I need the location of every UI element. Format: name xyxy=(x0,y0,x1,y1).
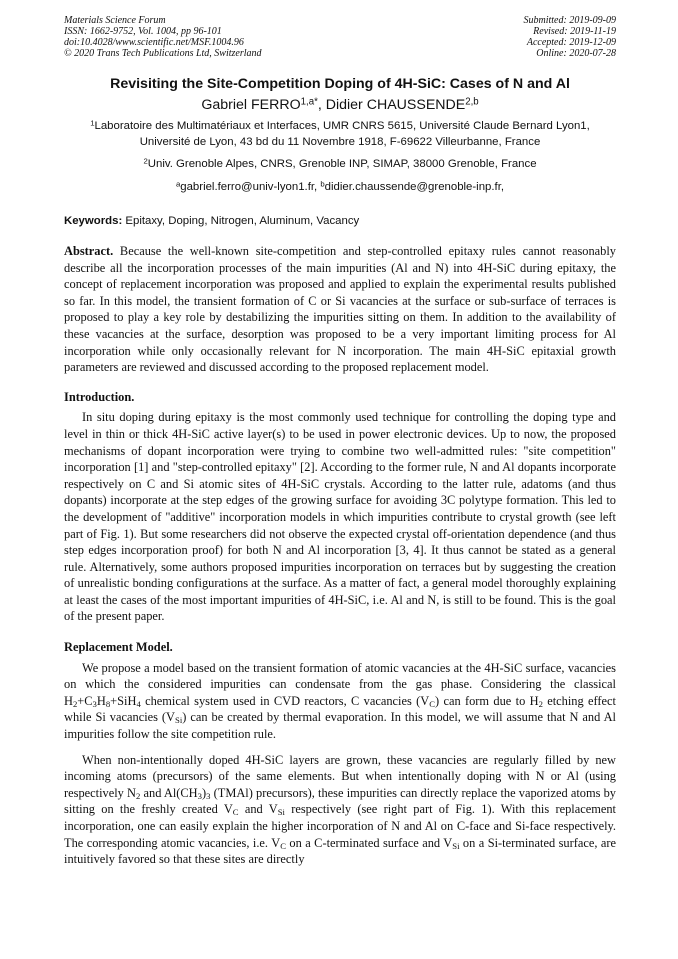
abstract xyxy=(64,243,616,376)
keywords-label: Keywords: xyxy=(64,215,123,227)
author-name: Didier CHAUSSENDE xyxy=(325,97,466,113)
section-heading-replacement-model: Replacement Model. xyxy=(64,640,173,655)
author-affiliation-mark: 1,a* xyxy=(300,96,318,108)
email-mark: b xyxy=(320,179,325,189)
journal-info xyxy=(64,15,262,59)
author-list xyxy=(64,96,616,114)
affiliation-mark: 1 xyxy=(90,118,95,128)
paper-page xyxy=(64,15,616,868)
publication-dates xyxy=(524,15,617,59)
author-separator: , xyxy=(317,97,326,113)
affiliation-text: Laboratoire des Multimatériaux et Interfaces, UMR CNRS 5615, Université Claude Bernard Lyon1, Université de Lyon, 43 bd du 11 Novembre 1918, F-69622 Villeurbanne, France xyxy=(94,120,590,148)
section-heading-introduction: Introduction. xyxy=(64,389,135,404)
author-affiliation-mark: 2,b xyxy=(465,96,479,108)
email-link[interactable]: didier.chaussende@grenoble-inp.fr, xyxy=(324,180,505,193)
replacement-paragraph-2: When non-intentionally doped 4H-SiC layers are grown, these vacancies are regularly filled by new incoming atoms (precursors) of the same elements. But when intentionally doping with N or Al (using respectively $N_2$ and $Al(CH_3)_3$ (TMAl) precursors), these impurities can directly replace the vaporized atoms by sitting on the freshly created $V_C$ and $V_{Si}$ respectively (see right part of Fig. 1). With this replacement incorporation, one can easily explain the higher incorporation of N and Al on C-face and Si-face respectively. The corresponding atomic vacancies, i.e. $V_C$ on a C-terminated surface and $V_{Si}$ on a Si-terminated surface, are intuitively favored so that these sites are directly xyxy=(64,752,617,867)
paper-title: Revisiting the Site-Competition Doping of 4H-SiC: Cases of N and Al xyxy=(110,76,570,92)
affiliation-2 xyxy=(64,157,616,173)
keywords-text: Epitaxy, Doping, Nitrogen, Aluminum, Vacancy xyxy=(122,215,360,227)
author-emails xyxy=(64,180,616,196)
journal-issn: ISSN: 1662-9752, Vol. 1004, pp 96-101 xyxy=(64,26,222,37)
date-accepted: Accepted: 2019-12-09 xyxy=(526,37,616,48)
email-link[interactable]: gabriel.ferro@univ-lyon1.fr, xyxy=(180,180,321,193)
journal-copyright: © 2020 Trans Tech Publications Ltd, Switzerland xyxy=(64,48,262,59)
journal-doi: doi:10.4028/www.scientific.net/MSF.1004.96 xyxy=(64,37,244,48)
affiliation-1 xyxy=(64,119,616,150)
email-mark: a xyxy=(175,179,181,189)
introduction-paragraph: In situ doping during epitaxy is the most commonly used technique for controlling the doping type and level in thin or thick 4H-SiC active layer(s) to be used in power electronic devices. Up to now, the proposed mechanisms of dopant incorporation were trying to combine two well-admitted rules: "site competition" incorporation [1] and "step-controlled epitaxy" [2]. According to the former rule, N and Al dopants incorporate respectively on C and Si atomic sites of 4H-SiC crystals. According to the latter rule, adatoms (and thus dopants) incorporate at the step edges of the growing surface for avoiding 3C polytype formation. This led to the development of "additive" incorporation models in which impurities contribute to crystal growth (see left part of Fig. 1). But some researchers did not observe the expected crystal off-orientation dependence (and thus step edges incorporation proof) for both N and Al incorporation [3, 4]. It thus cannot be stated as a general rule. Alternatively, some authors proposed impurities incorporation on terraces but by suggesting the creation of unrealistic bonding configurations at the surface. As a matter of fact, a general model thoroughly explaining at least the cases of the most important impurities of 4H-SiC, i.e. Al and N, is still to be found. This is the goal of the present paper. xyxy=(64,410,616,624)
affiliation-text: Univ. Grenoble Alpes, CNRS, Grenoble INP, SIMAP, 38000 Grenoble, France xyxy=(147,158,537,170)
date-revised: Revised: 2019-11-19 xyxy=(533,26,616,37)
abstract-text: Because the well-known site-competition and step-controlled epitaxy rules cannot reasonably describe all the incorporation processes of the main impurities (Al and N) into 4H-SiC during epitaxy, the concept of replacement incorporation was proposed and applied to explain the experimental results published so far. In this model, the transient formation of C or Si vacancies at the surface or sub-surface of terraces is proposed to play a key role by destabilizing the impurities sitting on them. In addition to the availability of these vacancies at the surface, desorption was proposed to be a very important limiting process for Al incorporation while only occasionally relevant for N incorporation. The main 4H-SiC epitaxial growth parameters are reviewed and discussed according to the proposed replacement model. xyxy=(64,244,616,375)
keywords xyxy=(64,214,616,229)
journal-name: Materials Science Forum xyxy=(64,15,166,26)
date-online: Online: 2020-07-28 xyxy=(536,48,616,59)
replacement-paragraph-1: We propose a model based on the transient formation of atomic vacancies at the 4H-SiC surface, vacancies on which the considered impurities can condensate from the gas phase. Considering the classical $H_2+C_3H_8+SiH_4$ chemical system used in CVD reactors, C vacancies $(V_C)$ can form due to $H_2$ etching effect while Si vacancies $(V_{Si})$ can be created by thermal evaporation. In this model, we will assume that N and Al impurities follow the site competition rule. xyxy=(64,660,616,742)
journal-header xyxy=(64,15,616,59)
abstract-label: Abstract. xyxy=(64,244,114,258)
date-submitted: Submitted: 2019-09-09 xyxy=(523,15,616,26)
affiliation-mark: 2 xyxy=(143,156,148,166)
author-name: Gabriel FERRO xyxy=(201,97,301,113)
